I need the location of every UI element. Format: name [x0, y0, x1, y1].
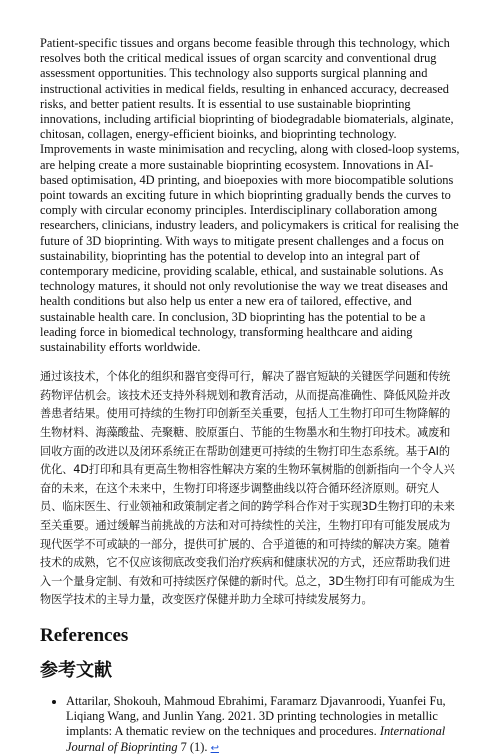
conclusion-paragraph-chinese: 通过该技术，个体化的组织和器官变得可行，解决了器官短缺的关键医学问题和传统药物评估机会。该技术还支持外科规划和教育活动，从而提高准确性、降低风险并改善患者结果。使用可持续的生物打印创新至关重要，包括人工生物打印可生物降解的生物材料、海藻酸盐、壳聚糖、胶原蛋白、节能的生物墨水和生物打印技术。减废和回收方面的改进以及闭环系统正在帮助创建更可持续的生物打印生态系统。基于AI的优化、4D打印和具有更高生物相容性解决方案的生物环氧树脂的创新指向一个令人兴奋的未来，在这个未来中，生物打印将逐步调整曲线以符合循环经济原则。研究人员、临床医生、行业领袖和政策制定者之间的跨学科合作对于实现3D生物打印的未来至关重要。通过缓解当前挑战的方法和对可持续性的关注，生物打印有可能发展成为现代医学不可或缺的一部分，提供可扩展的、合乎道德的和可持续的解决方案。随着技术的成熟，它不仅应该彻底改变我们治疗疾病和健康状况的方式，还应帮助我们进入一个量身定制、有效和可持续医疗保健的新时代。总之，3D生物打印有可能成为生物医学技术的主导力量，改变医疗保健并助力全球可持续发展努力。	[40, 370, 455, 607]
reference-journal-title: International Journal of Bioprinting	[66, 724, 446, 754]
reference-list	[40, 694, 460, 756]
reference-volume: 7 (1).	[177, 739, 211, 754]
conclusion-paragraph-english: Patient-specific tissues and organs become feasible through this technology, which resolves both the critical medical issues of organ scarcity and conventional drug assessment opportunities. This technology also supports surgical planning and instructional activities in medical fields, resulting in enhanced accuracy, decreased risks, and better patient results. It is essential to use sustainable bioprinting innovations, including artificial bioprinting of biodegradable biomaterials, alginate, chitosan, collagen, energy-efficient bioinks, and bioprinting technology. Improvements in waste minimisation and recycling, along with closed-loop systems, are helping create a more sustainable bioprinting ecosystem. Innovations in AI-based optimisation, 4D printing, and bioepoxies with more biocompatible solutions point towards an exciting future in which bioprinting gradually bends the curves to comply with circular economy principles. Interdisciplinary collaboration among researchers, clinicians, industry leaders, and policymakers is critical for realising the future of 3D bioprinting. With ways to mitigate present challenges and a focus on sustainability, bioprinting has the potential to develop into an integral part of contemporary medicine, providing scalable, ethical, and sustainable solutions. As technology matures, it should not only revolutionise the way we treat diseases and health conditions but also help us enter a new era of tailored, effective, and sustainable health care. In conclusion, 3D bioprinting has the potential to be a leading force in biomedical technology, transforming healthcare and aiding sustainability efforts worldwide.	[40, 36, 460, 355]
reference-backlink-icon[interactable]: ↩	[210, 742, 219, 754]
references-heading-english: References	[40, 624, 129, 646]
reference-citation-text: Attarilar, Shokouh, Mahmoud Ebrahimi, Faramarz Djavanroodi, Yuanfei Fu, Liqiang Wang, and Junlin Yang. 2021. 3D printing technologies in metallic implants: A thematic review on the techniques and procedures.	[66, 693, 446, 739]
reference-item	[66, 694, 460, 756]
article-body	[40, 36, 460, 756]
references-heading-chinese: 参考文献	[40, 659, 112, 681]
